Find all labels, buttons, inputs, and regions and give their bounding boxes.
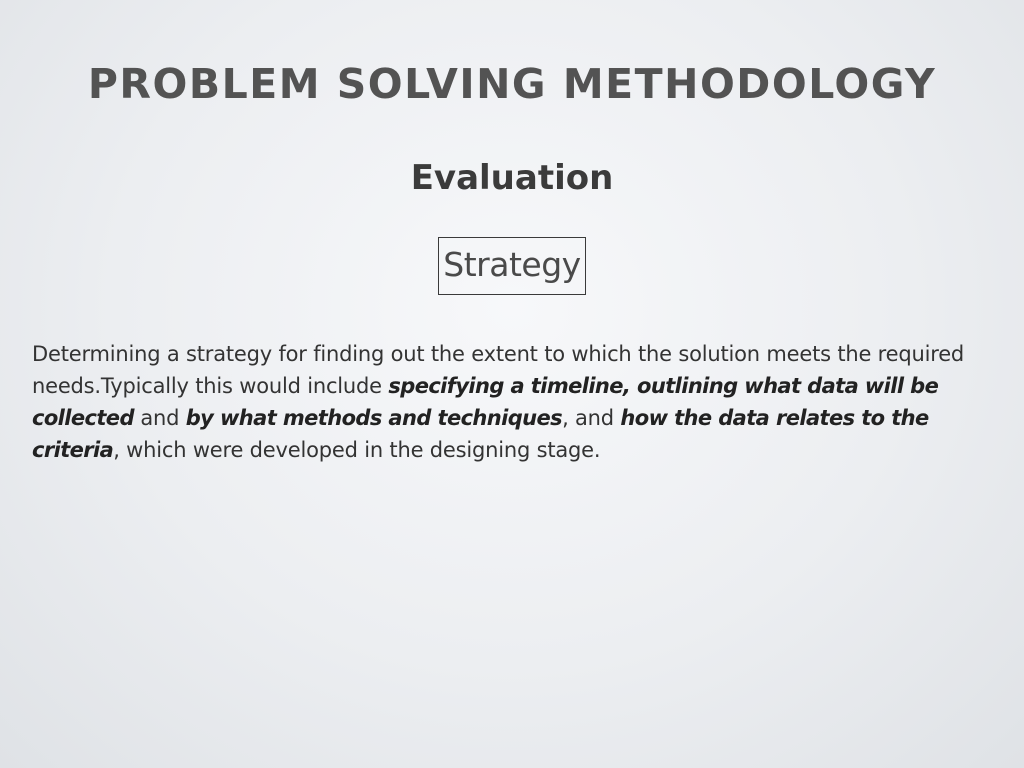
boxed-heading: Strategy — [438, 237, 585, 295]
paragraph-text: , which were developed in the designing stage. — [113, 438, 601, 462]
paragraph-emphasis-methods: by what methods and techniques — [185, 406, 563, 430]
paragraph-emphasis-criteria: how the data relates to the criteria — [32, 406, 929, 462]
paragraph-text: Determining a strategy for finding out the extent to which the solution meets the required needs.Typically this would include — [32, 342, 965, 398]
slide-title: PROBLEM SOLVING METHODOLOGY — [87, 60, 937, 108]
boxed-heading-wrapper — [0, 237, 1024, 295]
paragraph-text: , and — [562, 406, 621, 430]
body-paragraph — [32, 338, 1000, 466]
paragraph-emphasis-timeline: specifying a timeline, outlining what data will be collected — [32, 374, 939, 430]
slide-subtitle: Evaluation — [410, 158, 614, 198]
paragraph-text: and — [133, 406, 186, 430]
